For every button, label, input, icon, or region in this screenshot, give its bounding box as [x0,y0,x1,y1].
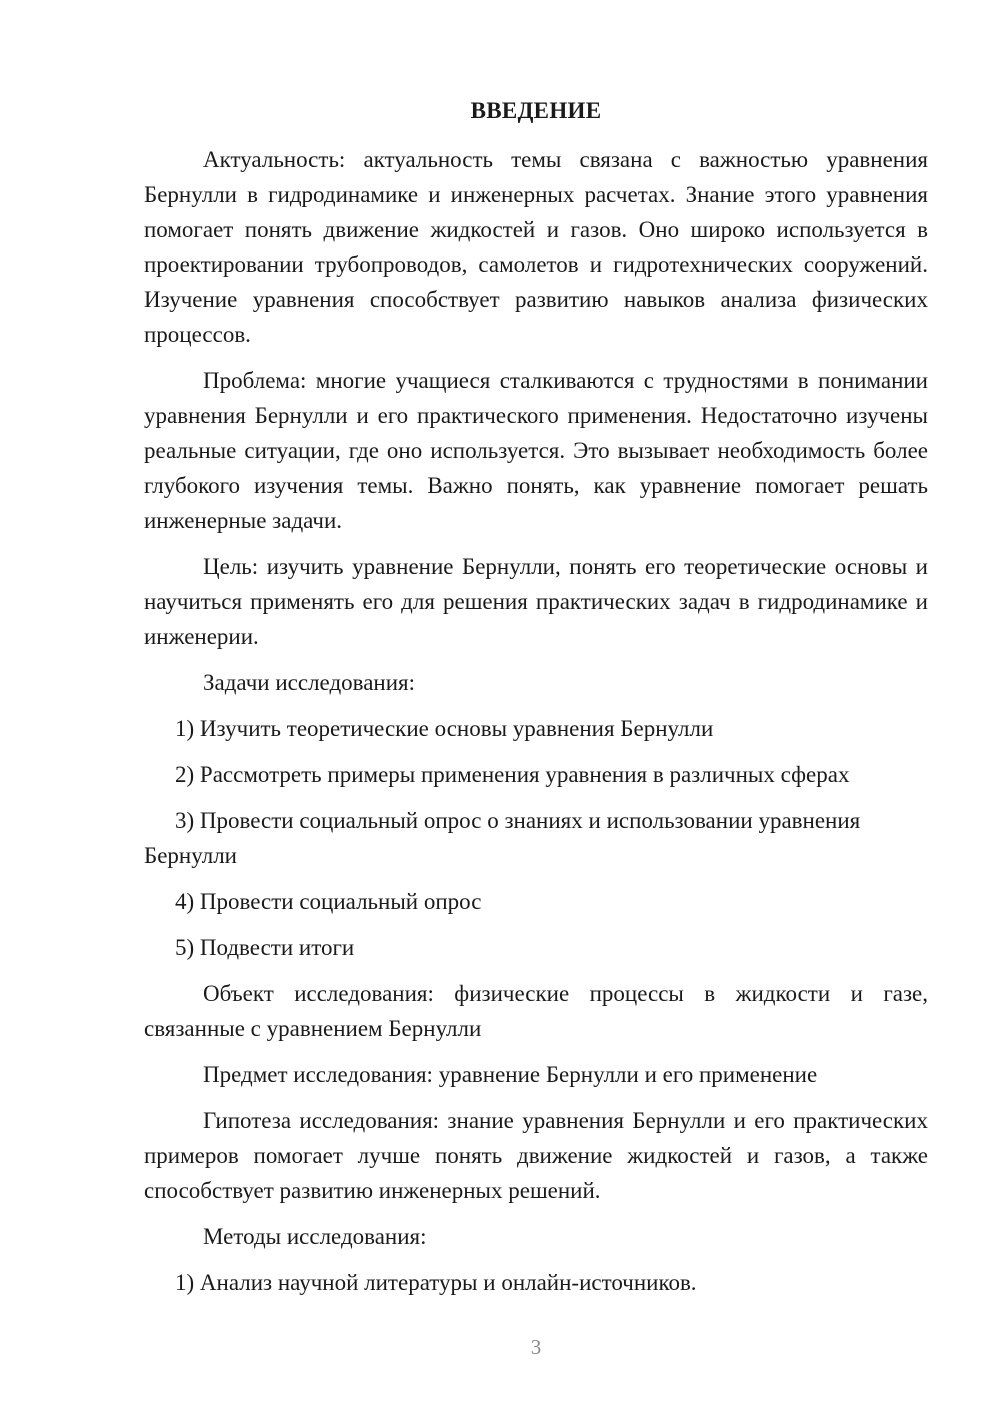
page-title: ВВЕДЕНИЕ [470,98,602,123]
task-item-2: 2) Рассмотреть примеры применения уравнения в различных сферах [175,762,850,787]
subject-paragraph: Предмет исследования: уравнение Бернулли и его применение [203,1062,818,1087]
method-item-1: 1) Анализ научной литературы и онлайн-источников. [175,1270,697,1295]
task-item-5: 5) Подвести итоги [175,935,355,960]
page-number: 3 [530,1335,542,1359]
problem-paragraph: Проблема: многие учащиеся сталкиваются с трудностями в понимании уравнения Бернулли и его практического применения. Недостаточно изучены реальные ситуации, где оно используется. Это вызывает необходимость более глубокого изучения темы. Важно понять, как уравнение помогает решать инженерные задачи. [144,368,928,533]
task-item-3: 3) Провести социальный опрос о знаниях и использовании уравнения Бернулли [144,808,861,868]
goal-paragraph: Цель: изучить уравнение Бернулли, понять его теоретические основы и научиться применять его для решения практических задач в гидродинамике и инженерии. [144,554,928,649]
relevance-paragraph: Актуальность: актуальность темы связана с важностью уравнения Бернулли в гидродинамике и инженерных расчетах. Знание этого уравнения помогает понять движение жидкостей и газов. Оно широко используется в проектировании трубопроводов, самолетов и гидротехнических сооружений. Изучение уравнения способствует развитию навыков анализа физических процессов. [144,147,928,347]
hypothesis-paragraph: Гипотеза исследования: знание уравнения Бернулли и его практических примеров помогает лучше понять движение жидкостей и газов, а также способствует развитию инженерных решений. [144,1108,928,1203]
tasks-title: Задачи исследования: [203,670,416,695]
object-paragraph: Объект исследования: физические процессы в жидкости и газе, связанные с уравнением Бернулли [144,981,928,1041]
task-item-1: 1) Изучить теоретические основы уравнения Бернулли [175,716,714,741]
document-body [144,142,928,1311]
task-item-4: 4) Провести социальный опрос [175,889,482,914]
methods-title: Методы исследования: [203,1224,427,1249]
